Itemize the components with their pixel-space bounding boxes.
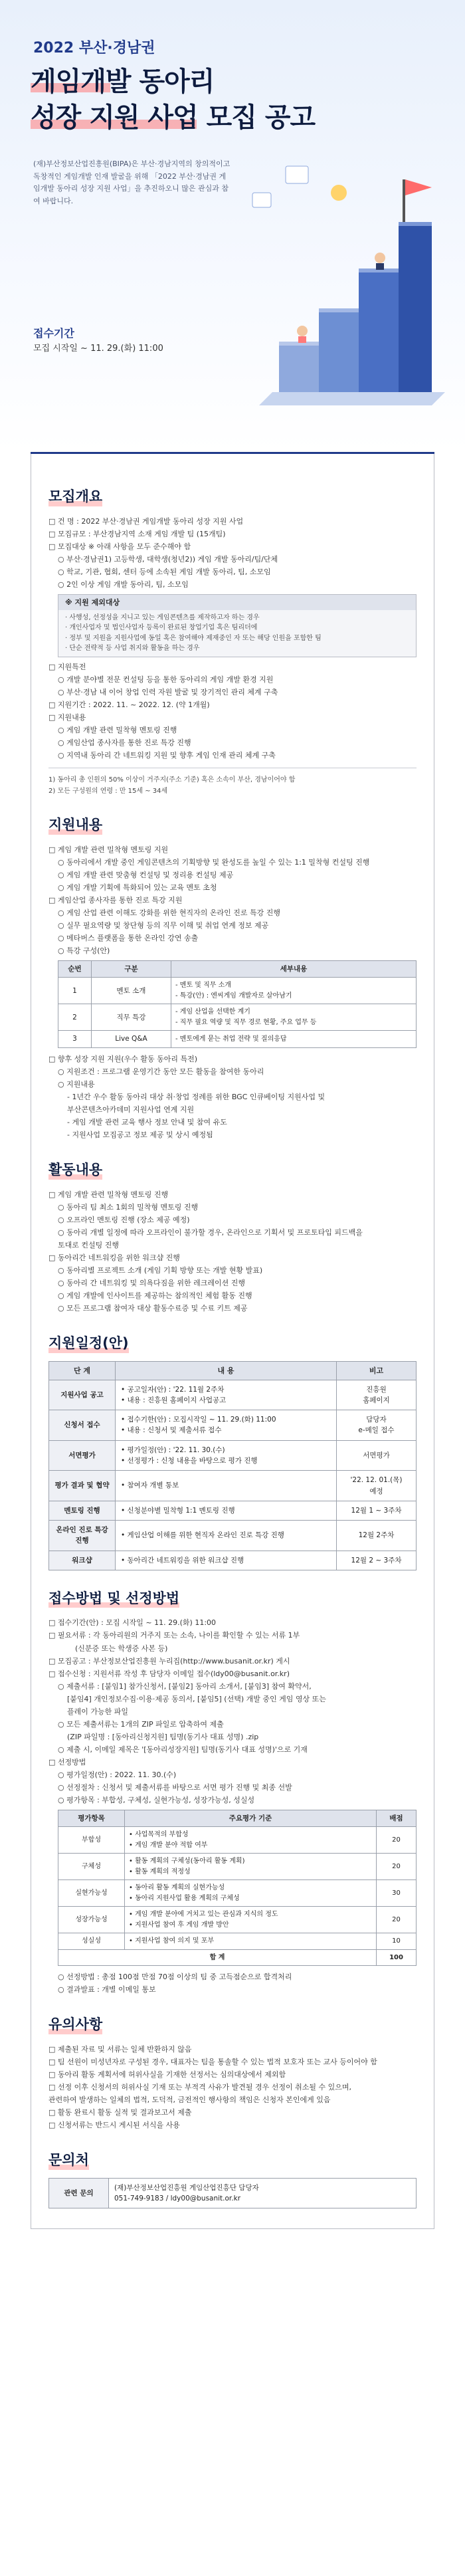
table-cell: • 신청분야별 밀착형 1:1 멘토링 진행 (116, 1501, 337, 1520)
table-row (49, 2178, 417, 2208)
section-heading-caution: 유의사항 (48, 2014, 102, 2036)
table-cell: 담당자 e-메일 접수 (337, 1410, 417, 1441)
hero-title-line2: 성장 지원 사업 모집 공고 (31, 102, 316, 133)
apply-line: ○ 선정방법 : 총점 100점 만점 70점 이상의 팀 중 고득점순으로 합격처리 (58, 1973, 292, 1982)
hero-year: 2022 부산·경남권 (33, 40, 155, 56)
schedule-table-header: 단 계 (49, 1361, 116, 1380)
evaluation-table-header: 배점 (377, 1810, 417, 1827)
lecture-table (58, 960, 417, 1048)
section-heading-contact: 문의처 (48, 2149, 89, 2171)
schedule-table-header: 비고 (337, 1361, 417, 1380)
table-cell: - 멘토에게 묻는 취업 전략 및 질의응답 (171, 1031, 417, 1047)
caution-line: 관련하여 발생하는 일체의 법적, 도덕적, 금전적인 행사항의 책임은 신청자 본인에게 있음 (48, 2095, 331, 2105)
lecture-table-header: 세부내용 (171, 961, 417, 978)
table-cell: 온라인 진로 특강 진행 (49, 1521, 116, 1551)
activity-line: ○ 모든 프로그램 참여자 대상 활동수료증 및 수료 키트 제공 (58, 1304, 248, 1313)
activity-line: ○ 오프라인 멘토링 진행 (장소 제공 예정) (58, 1215, 190, 1224)
support-line: ○ 실무 필요역량 및 창단형 등의 직무 이해 및 취업 연계 정보 제공 (58, 921, 269, 930)
overview-line: ○ 부산·경남권1) 고등학생, 대학생(청년2)) 게임 개발 동아리/팀/단체 (58, 554, 278, 564)
exclusion-note-line: · 개인사업자 및 법인사업자 등록이 완료된 창업기업 혹은 팀리더에 (65, 624, 258, 632)
activity-line: □ 게임 개발 관련 밀착형 멘토링 진행 (48, 1190, 169, 1199)
overview-line: ○ 게임산업 종사자를 통한 진로 특강 진행 (58, 738, 191, 748)
table-row (49, 1551, 417, 1570)
table-row (49, 1380, 417, 1410)
table-cell: 성실성 (58, 1933, 125, 1950)
exclusion-note-line: · 사행성, 선정성을 지니고 있는 게임콘텐츠를 제작하고자 하는 경우 (65, 613, 260, 621)
exclusion-note-line: · 정부 및 지원을 지원사업에 동일 혹은 참여해야 제재중인 자 또는 해당 인원을 포함한 팀 (65, 634, 322, 642)
support-line: ○ 지원내용 (58, 1079, 95, 1089)
table-cell: 지원사업 공고 (49, 1380, 116, 1410)
isometric-stairs-illustration (239, 153, 452, 432)
overview-line: □ 모집대상 ※ 아래 사항을 모두 준수해야 함 (48, 542, 191, 551)
table-cell: 12월 2 ~ 3주차 (337, 1551, 417, 1570)
contact-line[interactable]: 051-749-9183 / ldy00@busanit.or.kr (114, 2195, 241, 2203)
apply-line: ○ 제출서류 : [붙임1] 참가신청서, [붙임2] 동아리 소개서, [붙임3] 참여 확약서, (58, 1681, 312, 1691)
apply-line: □ 필요서류 : 각 동아리원의 거주지 또는 소속, 나이를 확인할 수 있는 서류 1부 (48, 1631, 300, 1640)
support-line: □ 게임 개발 관련 밀착형 멘토링 지원 (48, 845, 169, 854)
table-cell: 멘토 소개 (92, 978, 171, 1004)
apply-line: □ 선정방법 (48, 1757, 86, 1767)
table-cell: 100 (377, 1949, 417, 1966)
evaluation-table-header: 주요평가 기준 (125, 1810, 377, 1827)
table-cell: 신청서 접수 (49, 1410, 116, 1441)
activity-line: 토대로 컨설팅 진행 (58, 1240, 120, 1249)
period-value: 모집 시작일 ~ 11. 29.(화) 11:00 (33, 344, 163, 354)
overview-line: ○ 부산·경남 내 이어 창업 인력 자원 발굴 및 장기적인 관리 체계 구축 (58, 687, 278, 697)
table-row (58, 1031, 417, 1047)
apply-line: ○ 결과발표 : 개별 이메일 통보 (58, 1985, 156, 1994)
support-line: ○ 지원조건 : 프로그램 운영기간 동안 모든 활동을 참여한 동아리 (58, 1067, 264, 1076)
schedule-table-header: 내 용 (116, 1361, 337, 1380)
table-cell: - 멘토 및 직무 소개 - 특강(안) : 엔씨게임 개발자로 살아남기 (171, 978, 417, 1004)
table-row (58, 1004, 417, 1031)
overview-line: ○ 개발 분야별 전문 컨설팅 등을 통한 동아리의 게임 개발 환경 지원 (58, 675, 274, 684)
table-cell: 성장가능성 (58, 1907, 125, 1933)
footnote: 2) 모든 구성원의 연령 : 만 15세 ~ 34세 (48, 787, 168, 795)
overview-line: □ 건 명 : 2022 부산·경남권 게임개발 동아리 성장 지원 사업 (48, 516, 244, 526)
table-cell: 2 (58, 1004, 92, 1031)
overview-lines (48, 516, 417, 590)
exclusion-note-box (58, 594, 417, 657)
overview-line: □ 지원내용 (48, 713, 86, 722)
table-cell: - 게임 산업을 선택한 계기 - 직무 필요 역량 및 직무 경로 현황, 주요 업무 등 (171, 1004, 417, 1031)
caution-line: □ 신청서류는 반드시 게시된 서식을 사용 (48, 2121, 180, 2130)
apply-line: ○ 평가일정(안) : 2022. 11. 30.(수) (58, 1770, 177, 1779)
table-cell: 평가 결과 및 협약 (49, 1471, 116, 1501)
section-heading-support: 지원내용 (48, 814, 102, 836)
table-cell: • 접수기한(안) : 모집시작일 ~ 11. 29.(화) 11:00 • 내용 : 신청서 및 제출서류 접수 (116, 1410, 337, 1441)
table-cell: 30 (377, 1880, 417, 1907)
table-cell: 20 (377, 1907, 417, 1933)
table-row (58, 1933, 417, 1950)
table-cell: • 공고일자(안) : '22. 11월 2주차 • 내용 : 진흥원 홈페이지 사업공고 (116, 1380, 337, 1410)
table-row (49, 1410, 417, 1441)
apply-line: □ 모집공고 : 부산정보산업진흥원 누리집(http://www.busanit.or.kr) 게시 (48, 1656, 290, 1665)
table-cell: 구체성 (58, 1854, 125, 1880)
table-cell: 진흥원 홈페이지 (337, 1380, 417, 1410)
table-cell: • 동아리 활동 계획의 실현가능성 • 동아리 지원사업 활용 계획의 구체성 (125, 1880, 377, 1907)
caution-line: □ 팀 선원이 미성년자로 구성된 경우, 대표자는 팀을 통솔할 수 있는 법적 보호자 또는 교사 등이어야 함 (48, 2058, 377, 2067)
table-cell: Live Q&A (92, 1031, 171, 1047)
apply-line: ○ 모든 제출서류는 1개의 ZIP 파일로 압축하여 제출 (58, 1719, 224, 1729)
table-row (58, 1854, 417, 1880)
section-heading-apply: 접수방법 및 선정방법 (48, 1588, 179, 1610)
table-row (58, 1949, 417, 1966)
table-cell: 12월 2주차 (337, 1521, 417, 1551)
apply-line: □ 접수신청 : 지원서류 작성 후 담당자 이메일 접수(ldy00@busanit.or.kr) (48, 1669, 290, 1678)
hero-description: (재)부산정보산업진흥원(BIPA)은 부산·경남지역의 창의적이고 독창적인 게임개발 인재 발굴을 위해 「2022 부산·경남권 게임개발 동아리 성장 지원 사업」을 추진하오니 많은 관심과 참여 바랍니다. (33, 160, 231, 206)
apply-line: (ZIP 파일명 : [동아리신청지원] 팀명(동기사 대표 성명) .zip (67, 1732, 259, 1741)
table-cell: • 활동 계획의 구체성(동아리 활동 계획) • 활동 계획의 적정성 (125, 1854, 377, 1880)
overview-line: ○ 2인 이상 게임 개발 동아리, 팀, 소모임 (58, 580, 189, 589)
support-line: ○ 메타버스 플랫폼을 통한 온라인 강연 송출 (58, 934, 199, 943)
activity-line: □ 동아리간 네트워킹을 위한 워크샵 진행 (48, 1253, 180, 1262)
table-cell: 실현가능성 (58, 1880, 125, 1907)
overview-line: ○ 게임 개발 관련 밀착형 멘토링 진행 (58, 726, 177, 735)
table-cell: 부합성 (58, 1827, 125, 1854)
overview-line: □ 지원기간 : 2022. 11. ~ 2022. 12. (약 1개월) (48, 700, 210, 710)
table-row (58, 978, 417, 1004)
contact-table (48, 2178, 417, 2209)
lecture-table-header: 구분 (92, 961, 171, 978)
support-line: □ 향후 성장 지원 지원(우수 활동 동아리 특전) (48, 1054, 198, 1063)
evaluation-table-header: 평가항목 (58, 1810, 125, 1827)
support-line: ○ 게임 개발 기획에 특화되어 있는 교육 멘토 초청 (58, 883, 217, 892)
table-cell: 합 계 (58, 1949, 377, 1966)
apply-line: ○ 평가항목 : 부합성, 구체성, 실현가능성, 성장가능성, 성실성 (58, 1796, 255, 1805)
table-row (49, 1440, 417, 1471)
table-row (58, 1907, 417, 1933)
support-line: ○ 동아리에서 개발 중인 게임콘텐츠의 기획방향 및 완성도를 높일 수 있는 1:1 밀착형 컨설팅 진행 (58, 857, 370, 867)
caution-line: □ 선정 이후 신청서의 허위사실 기재 또는 부적격 사유가 발견될 경우 선정이 취소될 수 있으며, (48, 2083, 352, 2092)
table-cell: 3 (58, 1031, 92, 1047)
activity-line: ○ 동아리 간 네트워킹 및 의욕다짐을 위한 레크레이션 진행 (58, 1278, 245, 1287)
table-cell: • 사업목적의 부합성 • 게임 개발 분야 적합 여부 (125, 1827, 377, 1854)
table-cell: 20 (377, 1854, 417, 1880)
section-heading-activity: 활동내용 (48, 1159, 102, 1181)
table-row (49, 1501, 417, 1520)
support-line: ○ 특강 구성(안) (58, 946, 110, 956)
overview-line: ○ 지역내 동아리 간 네트워킹 지원 및 향후 게임 인재 관리 체계 구축 (58, 751, 276, 760)
apply-line: ○ 선정절차 : 신청서 및 제출서류를 바탕으로 서면 평가 진행 및 최종 선발 (58, 1783, 292, 1792)
table-cell: '22. 12. 01.(목) 예정 (337, 1471, 417, 1501)
activity-line: ○ 동아리 개별 일정에 따라 오프라인이 불가할 경우, 온라인으로 기획서 및 프로토타입 피드백을 (58, 1228, 363, 1237)
support-line: ○ 게임 개발 관련 맞춤형 컨설팅 및 정리용 컨설팅 제공 (58, 870, 234, 879)
table-cell: • 평가일정(안) : '22. 11. 30.(수) • 선정평가 : 신청 내용을 바탕으로 평가 진행 (116, 1440, 337, 1471)
apply-line: (신분증 또는 학생증 사본 등) (75, 1644, 168, 1653)
exclusion-note-heading: ※ 지원 제외대상 (58, 595, 416, 610)
activity-line: ○ 동아리별 프로젝트 소개 (게임 기획 방향 또는 개발 현황 발표) (58, 1265, 263, 1275)
table-row (49, 1471, 417, 1501)
exclusion-note-line: · 단순 전략적 등 사업 취지와 활동을 하는 경우 (65, 645, 200, 653)
table-cell: 서면평가 (49, 1440, 116, 1471)
caution-line: □ 동아리 활동 계획서에 허위사실을 기재한 선정서는 심의대상에서 제외함 (48, 2070, 286, 2080)
overview-line: ○ 학교, 기관, 협회, 센터 등에 소속된 게임 개발 동아리, 팀, 소모임 (58, 567, 271, 576)
overview-line: □ 모집규모 : 부산경남지역 소재 게임 개발 팀 (15개팀) (48, 529, 226, 538)
support-line: - 게임 개발 관련 교육 행사 정보 안내 및 참여 유도 (67, 1117, 227, 1127)
table-cell: 직무 특강 (92, 1004, 171, 1031)
table-cell: 10 (377, 1933, 417, 1950)
support-line: □ 게임산업 종사자를 통한 진로 특강 지원 (48, 895, 183, 905)
table-cell: • 게임산업 이해를 위한 현직자 온라인 진로 특강 진행 (116, 1521, 337, 1551)
apply-line: □ 접수기간(안) : 모집 시작일 ~ 11. 29.(화) 11:00 (48, 1618, 217, 1628)
table-row (58, 1827, 417, 1854)
footnote: 1) 동아리 총 인원의 50% 이상이 거주지(주소 기준) 혹은 소속이 부산, 경남이어야 함 (48, 776, 296, 784)
table-row (58, 1880, 417, 1907)
caution-line: □ 제출된 자료 및 서류는 일체 반환하지 않음 (48, 2045, 192, 2054)
apply-line: [붙임4] 개인정보수집·이용·제공 동의서, [붙임5] (선택) 개발 중인 게임 영상 또는 (67, 1694, 326, 1703)
section-heading-schedule: 지원일정(안) (48, 1333, 129, 1354)
table-cell: 12월 1 ~ 3주차 (337, 1501, 417, 1520)
content-panel (31, 454, 434, 2229)
hero-banner (0, 0, 465, 452)
contact-label: 관련 문의 (49, 2178, 109, 2208)
table-row (49, 1521, 417, 1551)
table-cell: • 게임 개발 분야에 거치고 있는 관심과 지식의 정도 • 지원사업 참여 후 게임 개발 방안 (125, 1907, 377, 1933)
schedule-table (48, 1361, 417, 1570)
apply-line: ○ 제출 시, 이메일 제목은 '[동아리성장지원] 팀명(동기사 대표 성명)'으로 기재 (58, 1745, 308, 1754)
table-cell: 멘토링 진행 (49, 1501, 116, 1520)
period-label: 접수기간 (33, 327, 74, 340)
support-line: ○ 게임 산업 관련 이해도 강화를 위한 현직자의 온라인 진로 특강 진행 (58, 909, 280, 918)
caution-line: □ 활동 완료시 활동 실적 및 결과보고서 제출 (48, 2108, 192, 2117)
contact-line: (재)부산정보산업진흥원 게임산업진흥단 담당자 (114, 2183, 259, 2192)
support-line: - 1년간 우수 활동 동아리 대상 취·창업 정례를 위한 BGC 인큐베이팅 지원사업 및 (67, 1092, 326, 1101)
table-cell: 서면평가 (337, 1440, 417, 1471)
table-cell: • 지원사업 참여 의지 및 포부 (125, 1933, 377, 1950)
overview-line: □ 지원특전 (48, 662, 86, 671)
evaluation-table (58, 1810, 417, 1966)
apply-line: 플레이 가능한 파일 (67, 1707, 129, 1716)
table-cell: • 참여자 개별 통보 (116, 1471, 337, 1501)
activity-line: ○ 동아리 팀 최소 1회의 밀착형 멘토링 진행 (58, 1202, 199, 1212)
table-cell: 1 (58, 978, 92, 1004)
table-cell: 워크샵 (49, 1551, 116, 1570)
table-cell: 20 (377, 1827, 417, 1854)
support-line: 부산콘텐츠아카데미 지원사업 연계 지원 (67, 1105, 195, 1114)
lecture-table-header: 순번 (58, 961, 92, 978)
table-cell: • 동아리간 네트워킹을 위한 워크샵 진행 (116, 1551, 337, 1570)
support-line: - 지원사업 모집공고 정보 제공 및 상시 예정됨 (67, 1130, 213, 1140)
activity-line: ○ 게임 개발에 인사이트를 제공하는 참의적인 체험 활동 진행 (58, 1291, 252, 1300)
hero-title-line1: 게임개발 동아리 (31, 66, 215, 97)
section-heading-overview: 모집개요 (48, 486, 102, 508)
